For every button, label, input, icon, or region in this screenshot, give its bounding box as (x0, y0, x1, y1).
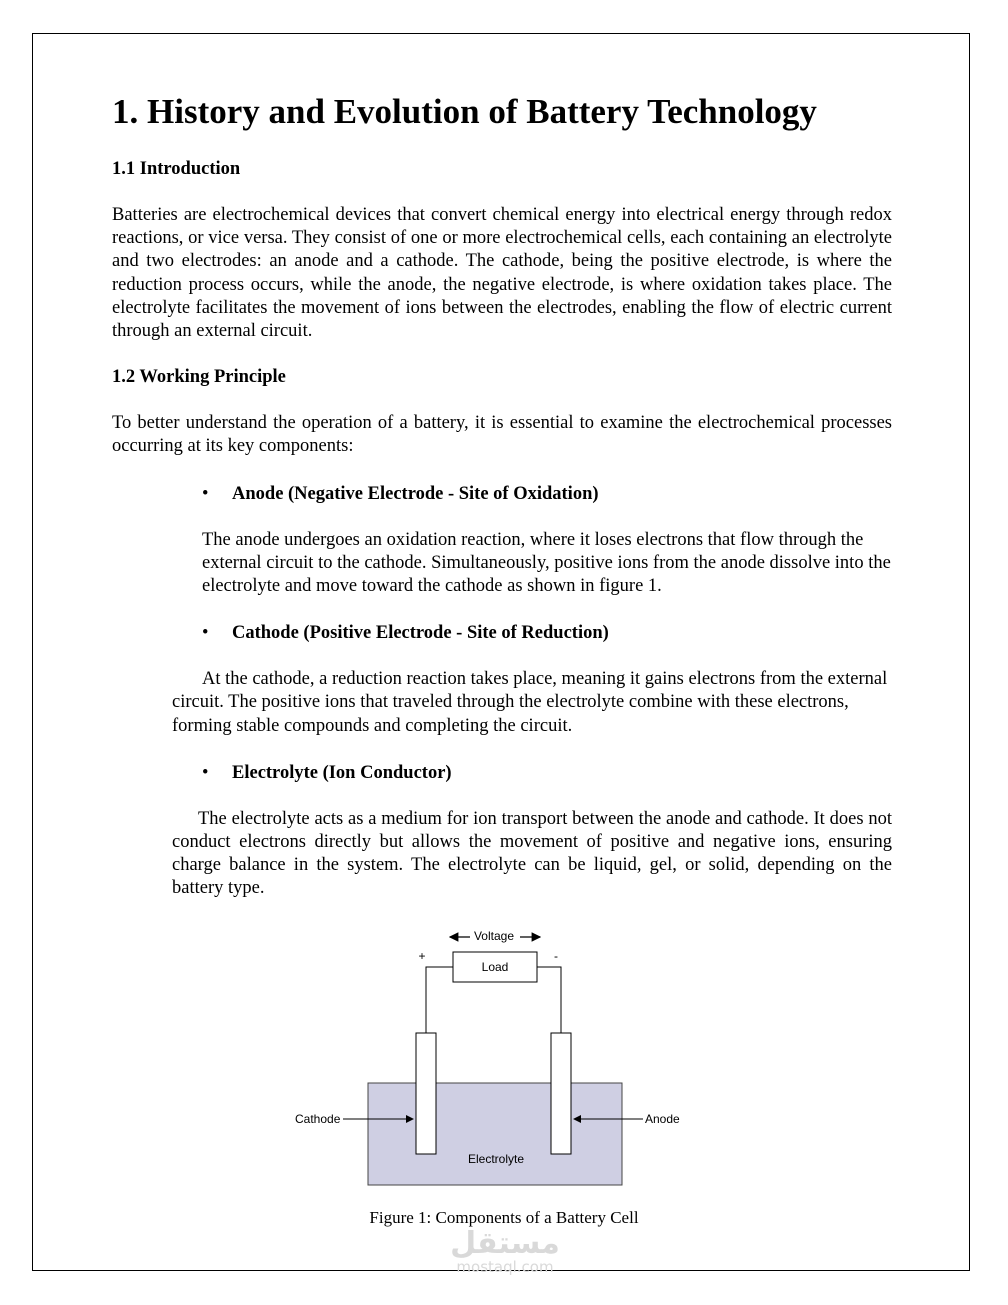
battery-cell-diagram (280, 925, 700, 1195)
electrolyte-paragraph: The electrolyte acts as a medium for ion transport between the anode and cathode. It does not conduct electrons directly but allows the movement of positive and negative ions, ensuring charge balance in the system. The electrolyte can be liquid, gel, or solid, depending on the battery type. (172, 808, 892, 899)
cathode-label: Cathode (295, 1112, 341, 1126)
plus-label: + (418, 949, 426, 963)
wire-right (537, 967, 561, 1033)
section-heading-working-principle: 1.2 Working Principle (112, 367, 286, 388)
voltage-label: Voltage (473, 929, 515, 943)
bullet-anode-title: • Anode (Negative Electrode - Site of Oxidation) (232, 483, 892, 506)
wire-left (426, 967, 453, 1033)
mostaql-watermark (440, 1228, 570, 1275)
document-title: 1. History and Evolution of Battery Technology (112, 92, 817, 131)
cathode-electrode (416, 1033, 436, 1154)
introduction-paragraph: Batteries are electrochemical devices that convert chemical energy into electrical energy through redox reactions, or vice versa. They consist of one or more electrochemical cells, each containing an electrolyte and two electrodes: an anode and a cathode. The cathode, being the positive electrode, is where the reduction process occurs, while the anode, the negative electrode, is where oxidation takes place. The electrolyte facilitates the movement of ions between the electrodes, enabling the flow of electric current through an external circuit. (112, 205, 892, 342)
watermark-site: mostaql.com (456, 1258, 554, 1276)
bullet-cathode-title: • Cathode (Positive Electrode - Site of Reduction) (232, 622, 892, 645)
anode-paragraph: The anode undergoes an oxidation reaction, where it loses electrons that flow through the external circuit to the cathode. Simultaneously, positive ions from the anode dissolve into the electrolyte and move toward the cathode as shown in figure 1. (202, 529, 891, 597)
working-principle-paragraph: To better understand the operation of a battery, it is essential to examine the electrochemical processes occurring at its key components: (112, 413, 892, 457)
watermark-logo: مستقل (450, 1226, 560, 1261)
electrolyte-label: Electrolyte (467, 1152, 525, 1166)
load-label: Load (481, 960, 509, 974)
document-body (112, 88, 892, 901)
cathode-paragraph: At the cathode, a reduction reaction takes place, meaning it gains electrons from the external circuit. The positive ions that traveled through the electrolyte combine with these electrons, forming stable compounds and completing the circuit. (172, 669, 888, 736)
anode-electrode (551, 1033, 571, 1154)
figure-caption: Figure 1: Components of a Battery Cell (369, 1208, 639, 1227)
minus-label: - (554, 949, 558, 963)
anode-label: Anode (645, 1112, 680, 1126)
section-heading-introduction: 1.1 Introduction (112, 159, 241, 179)
electrolyte-container (368, 1083, 622, 1185)
bullet-electrolyte-title: • Electrolyte (Ion Conductor) (232, 762, 892, 785)
